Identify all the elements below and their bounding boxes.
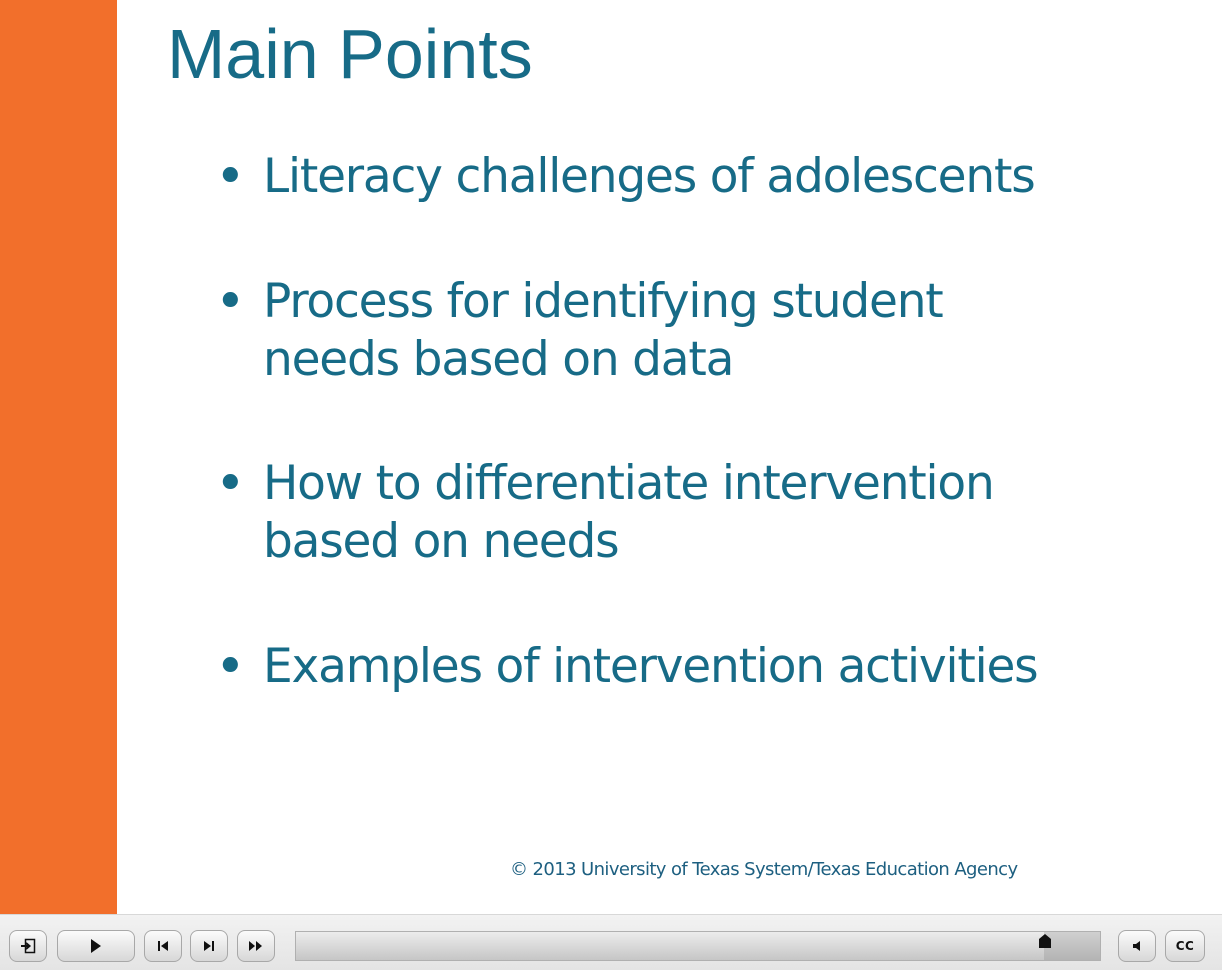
seek-bar[interactable] xyxy=(295,931,1101,961)
fast-forward-button[interactable] xyxy=(237,930,275,962)
fast-forward-icon xyxy=(249,940,263,952)
player-toolbar xyxy=(0,914,1222,970)
orange-sidebar-band xyxy=(0,0,117,914)
previous-slide-button[interactable] xyxy=(144,930,182,962)
closed-captions-label: CC xyxy=(1175,939,1195,953)
closed-captions-button[interactable] xyxy=(1165,930,1205,962)
seek-thumb[interactable] xyxy=(1038,933,1052,947)
volume-icon xyxy=(1131,940,1143,952)
bullet-text xyxy=(263,638,1163,696)
bullet-marker: • xyxy=(215,272,246,332)
play-icon xyxy=(90,939,102,953)
bullet-text xyxy=(263,148,1163,206)
previous-slide-icon xyxy=(157,940,169,952)
bullet-line: Process for identifying student xyxy=(263,274,943,329)
bullet-marker: • xyxy=(215,637,246,697)
slide-title: Main Points xyxy=(167,15,533,93)
copyright-notice: © 2013 University of Texas System/Texas Education Agency xyxy=(510,859,1018,880)
bullet-marker: • xyxy=(215,454,246,514)
next-slide-button[interactable] xyxy=(190,930,228,962)
bullet-line: based on needs xyxy=(263,514,619,569)
bullet-line: How to differentiate intervention xyxy=(263,456,994,511)
bullet-line: Examples of intervention activities xyxy=(263,639,1038,694)
bullet-text xyxy=(263,455,1163,571)
exit-icon xyxy=(20,938,36,954)
bullet-line: Literacy challenges of adolescents xyxy=(263,149,1035,204)
exit-button[interactable] xyxy=(9,930,47,962)
bullet-line: needs based on data xyxy=(263,332,734,387)
bullet-text xyxy=(263,273,1163,389)
volume-button[interactable] xyxy=(1118,930,1156,962)
play-button[interactable] xyxy=(57,930,135,962)
seek-bar-progress xyxy=(296,932,1044,960)
bullet-marker: • xyxy=(215,147,246,207)
next-slide-icon xyxy=(203,940,215,952)
